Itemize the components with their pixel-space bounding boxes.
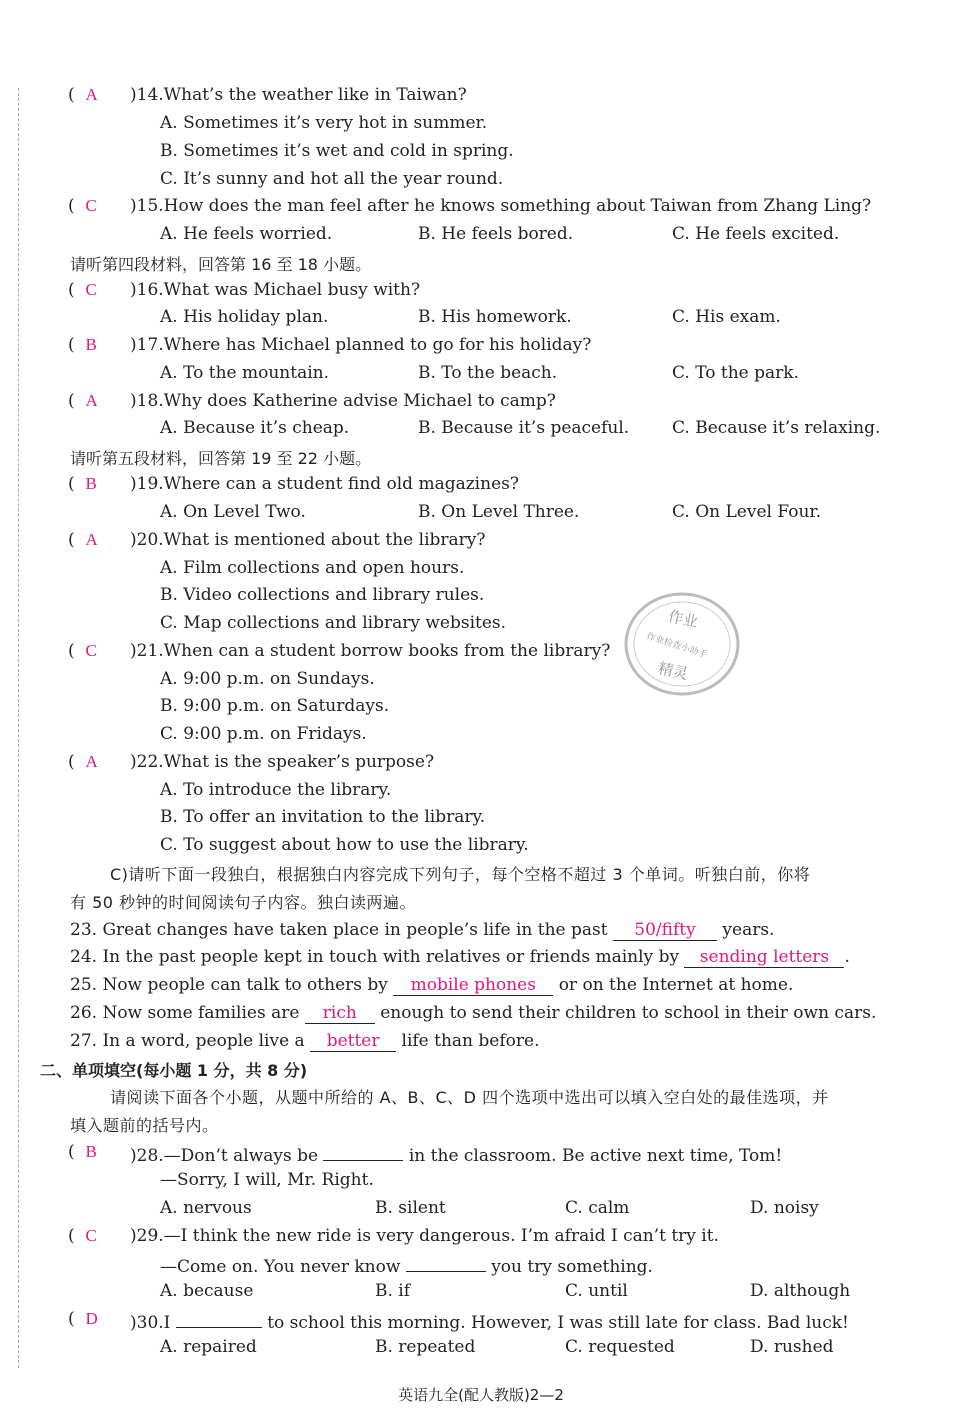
option-a: A. because <box>160 1281 254 1301</box>
watermark-stamp <box>618 586 742 704</box>
answer-blank: rich <box>305 1003 375 1024</box>
question-text: )16.What was Michael busy with? <box>130 280 421 300</box>
section-instruction: 请听第四段材料，回答第 16 至 18 小题。 <box>70 255 372 274</box>
option-a: A. Because it’s cheap. <box>160 418 350 438</box>
option-a: A. repaired <box>160 1337 257 1357</box>
answer-letter: B <box>85 474 97 493</box>
question-text: )28.—Don’t always be in the classroom. Be active next time, Tom! <box>130 1140 782 1168</box>
option-b: B. To the beach. <box>418 363 558 383</box>
question-text: )21.When can a student borrow books from the library? <box>130 641 611 661</box>
option-c: C. On Level Four. <box>672 502 822 522</box>
question-text: )14.What’s the weather like in Taiwan? <box>130 85 467 105</box>
option-c: C. To the park. <box>672 363 799 383</box>
answer-letter: A <box>85 530 98 549</box>
option-c: C. Because it’s relaxing. <box>672 418 881 438</box>
part-c-instruction-line1: C)请听下面一段独白，根据独白内容完成下列句子，每个空格不超过 3 个单词。听独白前，你将 <box>110 865 811 884</box>
answer-blank <box>406 1251 486 1272</box>
part-c-instruction-line2: 有 50 秒钟的时间阅读句子内容。独白读两遍。 <box>70 893 417 912</box>
question-27: 27. In a word, people live a better life than before. <box>70 1031 540 1051</box>
option-b: B. On Level Three. <box>418 502 580 522</box>
answer-bracket: ( A <box>68 530 98 550</box>
answer-bracket: ( C <box>68 196 97 216</box>
answer-letter: C <box>85 641 97 660</box>
answer-letter: D <box>85 1309 98 1328</box>
option-c: C. He feels excited. <box>672 224 840 244</box>
option-c: C. until <box>565 1281 628 1301</box>
answer-blank <box>176 1307 262 1328</box>
answer-blank: mobile phones <box>393 975 553 996</box>
question-24: 24. In the past people kept in touch with relatives or friends mainly by sending letters . <box>70 947 850 967</box>
option-b: B. if <box>375 1281 411 1301</box>
question-text: )20.What is mentioned about the library? <box>130 530 486 550</box>
option-c: C. calm <box>565 1198 630 1218</box>
answer-bracket: ( A <box>68 391 98 411</box>
option-c: C. requested <box>565 1337 675 1357</box>
question-23: 23. Great changes have taken place in people’s life in the past 50/fifty years. <box>70 920 775 940</box>
answer-bracket: ( B <box>68 474 97 494</box>
option-a: A. His holiday plan. <box>160 307 329 327</box>
answer-letter: C <box>85 196 97 215</box>
answer-blank: better <box>310 1031 396 1052</box>
option-d: D. rushed <box>750 1337 834 1357</box>
question-text: )22.What is the speaker’s purpose? <box>130 752 435 772</box>
section-instruction: 请听第五段材料，回答第 19 至 22 小题。 <box>70 449 372 468</box>
option-b: B. He feels bored. <box>418 224 574 244</box>
option-a: A. To the mountain. <box>160 363 329 383</box>
answer-letter: B <box>85 1142 97 1161</box>
answer-letter: B <box>85 335 97 354</box>
answer-letter: A <box>85 752 98 771</box>
answer-bracket: ( B <box>68 1142 97 1162</box>
answer-letter: A <box>85 391 98 410</box>
question-text: )19.Where can a student find old magazines? <box>130 474 519 494</box>
stamp-top-text: 作业 <box>666 607 700 632</box>
question-text: )17.Where has Michael planned to go for his holiday? <box>130 335 592 355</box>
question-26: 26. Now some families are rich enough to send their children to school in their own cars. <box>70 1003 877 1023</box>
question-text: )29.—I think the new ride is very dangerous. I’m afraid I can’t try it. <box>130 1226 719 1246</box>
answer-bracket: ( D <box>68 1309 98 1329</box>
option-a: A. On Level Two. <box>160 502 306 522</box>
option-b: B. repeated <box>375 1337 476 1357</box>
option-d: D. noisy <box>750 1198 819 1218</box>
section-instruction-line2: 填入题前的括号内。 <box>70 1116 219 1135</box>
question-25: 25. Now people can talk to others by mobile phones or on the Internet at home. <box>70 975 794 995</box>
answer-bracket: ( B <box>68 335 97 355</box>
answer-blank: sending letters <box>684 947 844 968</box>
answer-blank <box>323 1140 403 1161</box>
option-d: D. although <box>750 1281 851 1301</box>
section-instruction-line1: 请阅读下面各个小题，从题中所给的 A、B、C、D 四个选项中选出可以填入空白处的最佳选项，并 <box>110 1088 829 1107</box>
stamp-middle-text: 作业检查小助手 <box>645 631 709 661</box>
answer-bracket: ( C <box>68 280 97 300</box>
option-b: B. Because it’s peaceful. <box>418 418 630 438</box>
answer-letter: A <box>85 85 98 104</box>
binding-margin-line <box>18 88 19 1368</box>
answer-bracket: ( C <box>68 1226 97 1246</box>
option-a: A. nervous <box>160 1198 252 1218</box>
stamp-bottom-text: 精灵 <box>656 659 690 684</box>
answer-blank: 50/fifty <box>613 920 717 941</box>
option-b: B. His homework. <box>418 307 572 327</box>
answer-bracket: ( A <box>68 85 98 105</box>
answer-bracket: ( C <box>68 641 97 661</box>
answer-letter: C <box>85 1226 97 1245</box>
section-heading: 二、单项填空(每小题 1 分，共 8 分) <box>40 1061 308 1080</box>
answer-bracket: ( A <box>68 752 98 772</box>
question-text: )18.Why does Katherine advise Michael to camp? <box>130 391 556 411</box>
option-a: A. He feels worried. <box>160 224 333 244</box>
option-c: C. His exam. <box>672 307 781 327</box>
option-b: B. silent <box>375 1198 446 1218</box>
page-footer: 英语九全(配人教版)2—2 <box>398 1386 564 1404</box>
answer-letter: C <box>85 280 97 299</box>
question-text: )15.How does the man feel after he knows something about Taiwan from Zhang Ling? <box>130 196 872 216</box>
question-text: )30.I to school this morning. However, I was still late for class. Bad luck! <box>130 1307 849 1335</box>
